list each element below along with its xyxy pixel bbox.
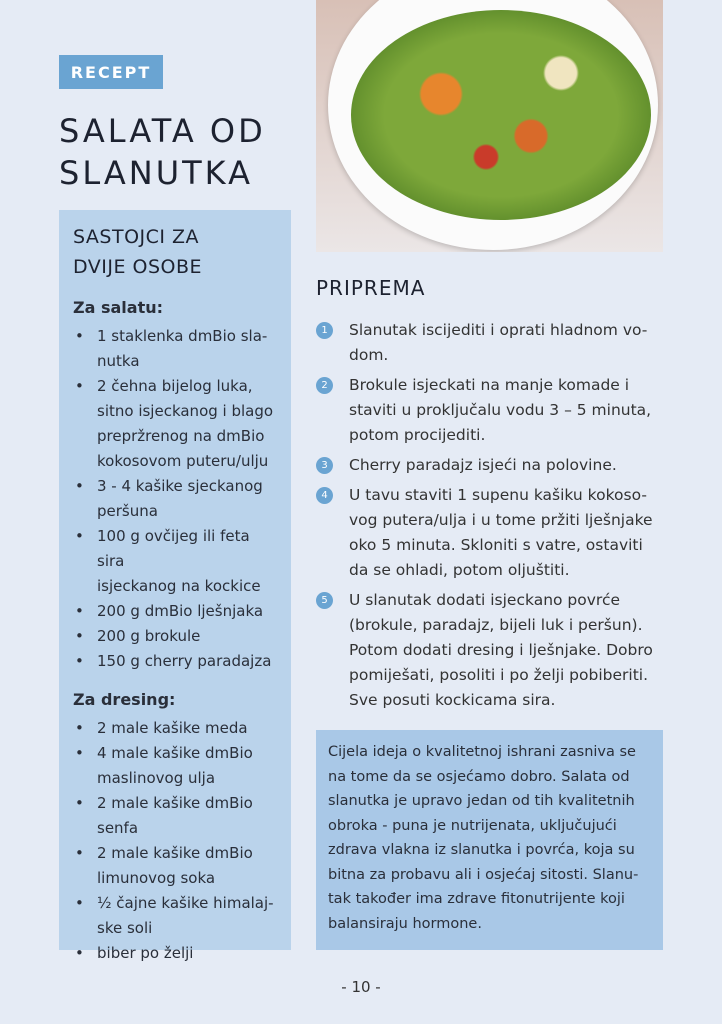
salad-ingredients-list	[73, 324, 277, 674]
step-number-icon: 2	[316, 377, 333, 394]
page-number: - 10 -	[341, 978, 381, 996]
step-number-icon: 4	[316, 487, 333, 504]
ingredient-item: • 100 g ovčijeg ili feta sira isjeckanog na kockice	[73, 524, 277, 599]
step-number-icon: 3	[316, 457, 333, 474]
step-text: Slanutak iscijediti i oprati hladnom vo- dom.	[349, 321, 648, 364]
ingredient-item: • 2 male kašike meda	[73, 716, 277, 741]
salad-photo	[316, 0, 663, 252]
preparation-heading: PRIPREMA	[316, 276, 426, 300]
ingredient-item: • 150 g cherry paradajza	[73, 649, 277, 674]
info-box: Cijela ideja o kvalitetnoj ishrani zasniva se na tome da se osjećamo dobro. Salata od slanutka je upravo jedan od tih kvalitetnih obroka - puna je nutrijenata, uključujući zdrava vlakna iz slanutka i povrća, koja su bitna za probavu ali i osjećaj sitosti. Slanu- tak također ima zdrave fitonutrijente koji balansiraju hormone.	[316, 730, 663, 950]
step-text: U slanutak dodati isjeckano povrće (brokule, paradajz, bijeli luk i peršun). Potom dodati dresing i lješnjake. Dobro pomiješati, posoliti i po želji pobiberiti. Sve posuti kockicama sira.	[349, 591, 653, 709]
ingredient-item: • 200 g brokule	[73, 624, 277, 649]
salad-label: Za salatu:	[73, 298, 164, 317]
ingredient-item: • 3 - 4 kašike sjeckanog peršuna	[73, 474, 277, 524]
recipe-title: SALATA OD SLANUTKA	[59, 112, 266, 192]
ingredient-item: • 1 staklenka dmBio sla- nutka	[73, 324, 277, 374]
step-item	[316, 483, 666, 583]
step-text: Cherry paradajz isjeći na polovine.	[349, 456, 617, 474]
step-number-icon: 1	[316, 322, 333, 339]
ingredient-item: • 2 male kašike dmBio limunovog soka	[73, 841, 277, 891]
step-item	[316, 318, 666, 368]
step-item	[316, 453, 666, 478]
ingredient-item: • 200 g dmBio lješnjaka	[73, 599, 277, 624]
ingredient-item: • biber po želji	[73, 941, 277, 966]
step-item	[316, 588, 666, 713]
preparation-steps	[316, 318, 666, 718]
category-badge: RECEPT	[59, 55, 163, 89]
ingredients-box	[59, 210, 291, 962]
step-text: U tavu staviti 1 supenu kašiku kokoso- vog putera/ulja i u tome pržiti lješnjake oko 5 minuta. Skloniti s vatre, ostaviti da se ohladi, potom oljuštiti.	[349, 486, 653, 579]
ingredients-heading: SASTOJCI ZA DVIJE OSOBE	[73, 226, 203, 278]
salad-image	[351, 10, 651, 220]
dressing-ingredients-list	[73, 716, 277, 966]
step-text: Brokule isjeckati na manje komade i staviti u proključalu vodu 3 – 5 minuta, potom procijediti.	[349, 376, 652, 444]
dressing-label: Za dresing:	[73, 690, 176, 709]
ingredient-item: • 2 male kašike dmBio senfa	[73, 791, 277, 841]
step-item	[316, 373, 666, 448]
ingredient-item: • 4 male kašike dmBio maslinovog ulja	[73, 741, 277, 791]
step-number-icon: 5	[316, 592, 333, 609]
ingredient-item: • ½ čajne kašike himalaj- ske soli	[73, 891, 277, 941]
ingredient-item: • 2 čehna bijelog luka, sitno isjeckanog i blago prepržrenog na dmBio kokosovom puteru/ulju	[73, 374, 277, 474]
